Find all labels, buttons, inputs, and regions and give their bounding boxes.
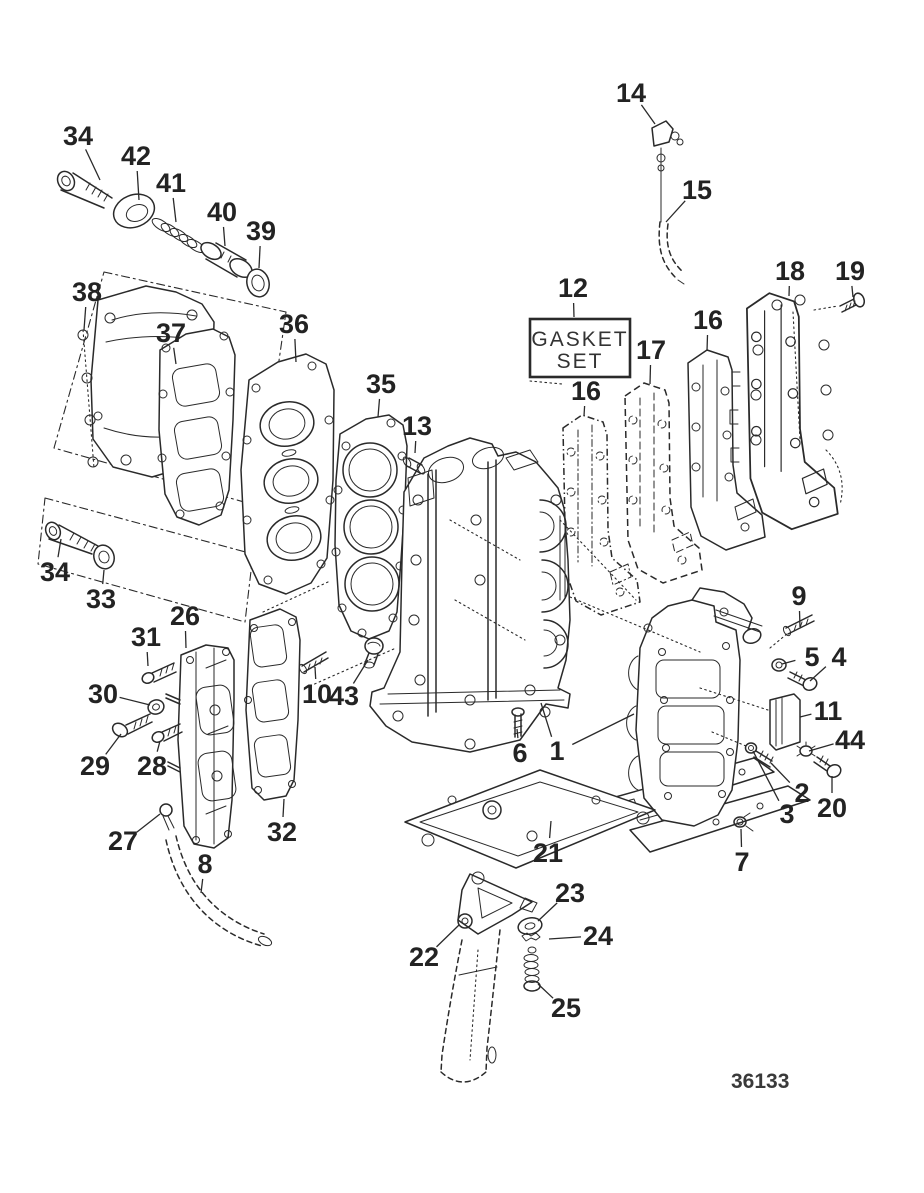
leader-line-32: [283, 799, 284, 817]
callout-label-30: 30: [87, 679, 119, 709]
callout-label-34: 34: [62, 121, 94, 151]
part-washer-23: [517, 916, 544, 937]
callout-label-33: 33: [85, 584, 117, 614]
leader-line-31: [147, 652, 148, 666]
leader-line-40: [224, 227, 226, 246]
callout-label-19: 19: [834, 256, 866, 286]
callout-label-35: 35: [365, 369, 397, 399]
gasket-set-line2: SET: [556, 350, 604, 373]
callout-label-32: 32: [266, 817, 298, 847]
part-screw-25: [524, 947, 540, 991]
part-cylinder-head: [241, 354, 334, 594]
callout-label-38: 38: [71, 277, 103, 307]
callout-label-6: 6: [512, 738, 528, 768]
callout-label-21: 21: [532, 838, 564, 868]
part-head-cover-gasket: [158, 329, 235, 525]
callout-label-5: 5: [804, 642, 820, 672]
leader-line-34: [86, 149, 100, 180]
callout-label-20: 20: [816, 793, 848, 823]
part-plate-11: [770, 694, 800, 750]
callout-label-44: 44: [834, 725, 866, 755]
callout-label-12: 12: [557, 273, 589, 303]
callout-label-28: 28: [136, 751, 168, 781]
part-bolt-31: [140, 663, 176, 685]
callout-label-25: 25: [550, 993, 582, 1023]
leader-line-22: [437, 925, 460, 947]
leader-line-24: [549, 937, 581, 939]
leader-line-9: [800, 611, 801, 627]
callout-label-27: 27: [107, 826, 139, 856]
callout-label-4: 4: [831, 642, 847, 672]
leader-line-19: [852, 286, 853, 297]
part-stud-10: [298, 652, 328, 675]
part-fitting-27: [160, 804, 174, 830]
leader-line-8: [201, 879, 203, 893]
part-exhaust-cover: [730, 293, 842, 529]
leader-line-39: [259, 246, 260, 268]
leader-line-35: [378, 399, 380, 417]
callout-label-15: 15: [681, 175, 713, 205]
part-cover-bolt-19: [814, 292, 866, 312]
leader-line-41: [173, 198, 176, 222]
callout-label-40: 40: [206, 197, 238, 227]
callout-label-8: 8: [197, 849, 213, 879]
leader-line-30: [120, 697, 150, 705]
callout-label-3: 3: [779, 799, 795, 829]
callout-label-37: 37: [155, 318, 187, 348]
leader-line-16: [707, 335, 708, 351]
callout-label-24: 24: [582, 921, 614, 951]
leader-line-38: [84, 307, 86, 330]
callout-label-26: 26: [169, 601, 201, 631]
leader-line-10: [315, 667, 316, 679]
part-head-gasket: [332, 415, 407, 639]
leader-line-27: [137, 814, 160, 832]
part-bolt-20: [814, 756, 843, 780]
callout-label-18: 18: [774, 256, 806, 286]
leader-line-7: [741, 829, 742, 847]
leader-line-11: [800, 714, 811, 717]
callout-label-43: 43: [328, 681, 360, 711]
part-plug-43: [364, 638, 383, 668]
gasket-set-line1: GASKET: [531, 328, 629, 351]
part-washer-5: [772, 659, 786, 671]
part-exhaust-tube: [441, 872, 537, 1082]
callout-label-1: 1: [549, 736, 565, 766]
leader-line-6: [517, 729, 518, 738]
leader-line-33: [103, 570, 104, 584]
drawing-number: 36133: [731, 1070, 790, 1093]
part-bolt-29: [110, 714, 152, 740]
callout-label-2: 2: [794, 778, 810, 808]
part-bolt-4: [788, 672, 819, 693]
callout-label-16: 16: [692, 305, 724, 335]
part-hose-8: [166, 836, 273, 948]
callout-label-42: 42: [120, 141, 152, 171]
callout-label-41: 41: [155, 168, 187, 198]
part-lower-plate: [405, 770, 655, 868]
callout-label-31: 31: [130, 622, 162, 652]
callout-label-39: 39: [245, 216, 277, 246]
callout-label-10: 10: [301, 679, 333, 709]
callout-label-17: 17: [635, 335, 667, 365]
part-bypass-cover-assembly: [166, 645, 237, 848]
callout-label-23: 23: [554, 878, 586, 908]
leader-line-1: [572, 714, 634, 745]
callout-label-16: 16: [570, 376, 602, 406]
part-bolt-28: [150, 724, 182, 744]
part-lockwasher-44: [797, 742, 815, 756]
leader-line-16: [584, 406, 585, 416]
leader-line-13: [415, 441, 416, 453]
callout-label-22: 22: [408, 942, 440, 972]
part-intake-gasket: [245, 609, 301, 800]
callout-label-13: 13: [401, 411, 433, 441]
part-washer-30: [146, 698, 166, 717]
leader-line-26: [186, 631, 187, 648]
callout-label-11: 11: [813, 696, 843, 726]
leader-line-17: [650, 365, 651, 384]
callout-label-14: 14: [615, 78, 647, 108]
part-fitting-and-hose: [652, 121, 684, 284]
part-washer-3: [746, 743, 757, 753]
gasket-set-box: [530, 319, 630, 377]
leader-line-1: [541, 703, 552, 737]
callout-label-34: 34: [39, 557, 71, 587]
callout-label-9: 9: [791, 581, 807, 611]
callout-label-29: 29: [79, 751, 111, 781]
callout-label-36: 36: [278, 309, 310, 339]
callout-label-7: 7: [734, 847, 750, 877]
